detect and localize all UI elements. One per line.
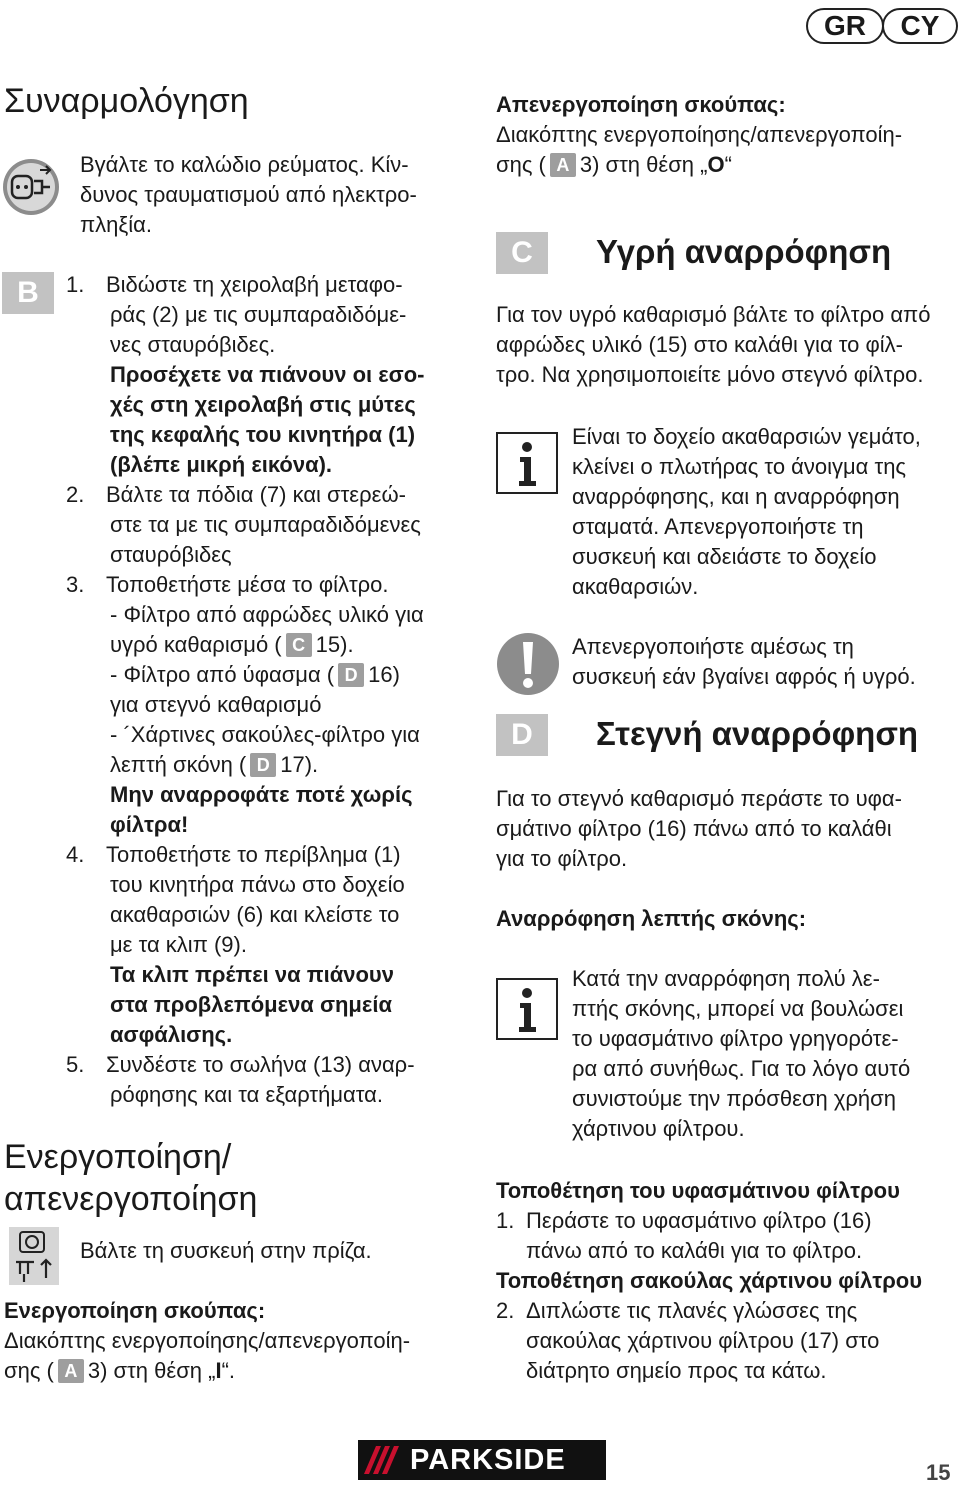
text-line: Συνδέστε το σωλήνα (13) αναρ-: [106, 1052, 415, 1077]
text-fragment: σης (: [4, 1358, 54, 1383]
dry-vacuum-heading: Στεγνή αναρρόφηση: [596, 715, 919, 752]
text-line: Είναι το δοχείο ακαθαρσιών γεμάτο,: [572, 424, 921, 449]
note-line: (βλέπε μικρή εικόνα).: [110, 452, 333, 477]
note-line: στα προβλεπόμενα σημεία: [110, 992, 392, 1017]
text-fragment: “: [724, 152, 732, 177]
heading-line: Ενεργοποίηση/: [4, 1138, 232, 1176]
text-line: Βγάλτε το καλώδιο ρεύματος. Κίν-: [80, 152, 409, 177]
logo-stripes-icon: [358, 1440, 410, 1480]
text-line: πληξία.: [80, 212, 152, 237]
unplug-icon: [2, 158, 60, 216]
text-line: συσκευή και αδειάστε το δοχείο: [572, 544, 877, 569]
text-line: συσκευή εάν βγαίνει αφρός ή υγρό.: [572, 664, 916, 689]
text-fragment: - Φίλτρο από ύφασμα (: [110, 662, 335, 687]
text-line: με τα κλιπ (9).: [110, 932, 247, 957]
text-line: Τοποθετήστε το περίβλημα (1): [106, 842, 401, 867]
text-fragment: 3) στη θέση „: [87, 1358, 216, 1383]
step-number: 5.: [66, 1052, 85, 1077]
text-line: διάτρητο σημείο προς τα κάτω.: [526, 1358, 827, 1383]
text-line: δυνος τραυματισμού από ηλεκτρο-: [80, 182, 417, 207]
text-line: πτής σκόνης, μπορεί να βουλώσει: [572, 996, 904, 1021]
assembly-heading: Συναρμολόγηση: [4, 82, 249, 120]
switch-on-title: Ενεργοποίηση σκούπας:: [4, 1298, 266, 1323]
info-fine-dust: [572, 964, 910, 1144]
text-line: Βάλτε τα πόδια (7) και στερεώ-: [106, 482, 406, 507]
step-number: 1.: [66, 272, 85, 297]
text-line: κλείνει ο πλωτήρας το άνοιγμα της: [572, 454, 907, 479]
parkside-logo: [358, 1440, 606, 1480]
figure-ref-c: C: [286, 633, 312, 657]
warning-line: φίλτρα!: [110, 812, 189, 837]
text-line: ρα από συνήθως. Για το λόγο αυτό: [572, 1056, 911, 1081]
info-icon: [496, 432, 558, 494]
text-line: το υφασμάτινο φίλτρο γρηγορότε-: [572, 1026, 899, 1051]
step-number: 2.: [66, 482, 85, 507]
section-letter-c: C: [496, 232, 548, 274]
note-line: της κεφαλής του κινητήρα (1): [110, 422, 416, 447]
warning-exclamation-icon: [496, 632, 560, 696]
text-line: - Φίλτρο από αφρώδες υλικό για: [110, 602, 424, 627]
text-line: αναρρόφησης, και η αναρρόφηση: [572, 484, 900, 509]
unplug-warning: [80, 150, 417, 240]
text-line: πάνω από το καλάθι για το φίλτρο.: [526, 1238, 863, 1263]
switch-position: O: [707, 152, 725, 177]
info-full-container: [572, 422, 921, 602]
figure-ref-d: D: [338, 663, 364, 687]
text-line: νες σταυρόβιδες.: [110, 332, 276, 357]
text-fragment: σης (: [496, 152, 546, 177]
note-line: ασφάλισης.: [110, 1022, 233, 1047]
text-fragment: 17).: [280, 752, 319, 777]
text-fragment: 15).: [315, 632, 354, 657]
paper-bag-title: Τοποθέτηση σακούλας χάρτινου φίλτρου: [496, 1268, 923, 1293]
text-line: τρο. Να χρησιμοποιείτε μόνο στεγνό φίλτρο.: [496, 362, 924, 387]
text-line: συνιστούμε την πρόσθεση χρήση: [572, 1086, 896, 1111]
text-line: αφρώδες υλικό (15) στο καλάθι για το φίλ-: [496, 332, 903, 357]
plug-in-text: Βάλτε τη συσκευή στην πρίζα.: [80, 1238, 372, 1263]
info-icon: [496, 978, 558, 1040]
switch-position: I: [215, 1358, 222, 1383]
text-line: για το φίλτρο.: [496, 846, 628, 871]
note-line: Τα κλιπ πρέπει να πιάνουν: [110, 962, 394, 987]
text-line: του κινητήρα πάνω στο δοχείο: [110, 872, 405, 897]
text-line: για στεγνό καθαρισμό: [110, 692, 322, 717]
switch-off-block: [496, 90, 902, 180]
text-line: - ´Χάρτινες σακούλες-φίλτρο για: [110, 722, 420, 747]
step-number: 4.: [66, 842, 85, 867]
warning-line: Μην αναρροφάτε ποτέ χωρίς: [110, 782, 413, 807]
text-line: Κατά την αναρρόφηση πολύ λε-: [572, 966, 880, 991]
text-line: χάρτινου φίλτρου.: [572, 1116, 745, 1141]
cloth-filter-title: Τοποθέτηση του υφασμάτινου φίλτρου: [496, 1178, 900, 1203]
filter-fitting-block: [496, 1176, 922, 1386]
text-line: Τοποθετήστε μέσα το φίλτρο.: [106, 572, 389, 597]
dry-vacuum-text: [496, 784, 902, 874]
text-fragment: 3) στη θέση „: [579, 152, 708, 177]
step-1: [66, 270, 425, 1110]
text-line: σακούλας χάρτινου φίλτρου (17) στο: [526, 1328, 880, 1353]
text-line: Περάστε το υφασμάτινο φίλτρο (16): [526, 1208, 872, 1233]
on-off-heading: [4, 1136, 257, 1220]
text-fragment: λεπτή σκόνη (: [110, 752, 247, 777]
text-line: Διακόπτης ενεργοποίησης/απενεργοποίη-: [4, 1328, 411, 1353]
text-fragment: “.: [221, 1358, 236, 1383]
wet-vacuum-heading: Υγρή αναρρόφηση: [596, 233, 892, 270]
text-fragment: 16): [368, 662, 400, 687]
plug-in-icon: [8, 1226, 60, 1286]
fine-dust-title: Αναρρόφηση λεπτής σκόνης:: [496, 906, 807, 931]
lang-badge-gr: GR: [806, 8, 884, 44]
step-number: 3.: [66, 572, 85, 597]
text-line: ακαθαρσιών (6) και κλείστε το: [110, 902, 400, 927]
text-line: ράς (2) με τις συμπαραδιδόμε-: [110, 302, 407, 327]
switch-on-block: [4, 1296, 410, 1386]
lang-badge-cy: CY: [882, 8, 958, 44]
text-line: Για το στεγνό καθαρισμό περάστε το υφα-: [496, 786, 902, 811]
wet-vacuum-text: [496, 300, 930, 390]
text-line: ακαθαρσιών.: [572, 574, 699, 599]
text-line: σταυρόβιδες: [110, 542, 232, 567]
text-line: Απενεργοποιήστε αμέσως τη: [572, 634, 854, 659]
text-line: στε τα με τις συμπαραδιδόμενες: [110, 512, 421, 537]
page-number: 15: [926, 1460, 951, 1485]
brand-name: PARKSIDE: [410, 1443, 566, 1476]
step-number: 2.: [496, 1298, 515, 1323]
step-number: 1.: [496, 1208, 515, 1233]
section-letter-b: B: [2, 272, 54, 314]
text-line: ρόφησης και τα εξαρτήματα.: [110, 1082, 383, 1107]
figure-ref-d: D: [250, 753, 276, 777]
figure-ref-a: A: [58, 1359, 84, 1383]
text-line: σμάτινο φίλτρο (16) πάνω από το καλάθι: [496, 816, 892, 841]
text-line: Για τον υγρό καθαρισμό βάλτε το φίλτρο από: [496, 302, 931, 327]
text-line: σταματά. Απενεργοποιήστε τη: [572, 514, 864, 539]
foam-warning: [572, 632, 916, 692]
switch-off-title: Απενεργοποίηση σκούπας:: [496, 92, 786, 117]
note-line: Προσέχετε να πιάνουν οι εσο-: [110, 362, 425, 387]
section-letter-d: D: [496, 714, 548, 756]
note-line: χές στη χειρολαβή στις μύτες: [110, 392, 416, 417]
text-line: Βιδώστε τη χειρολαβή μεταφο-: [106, 272, 403, 297]
heading-line: απενεργοποίηση: [4, 1180, 258, 1218]
text-fragment: υγρό καθαρισμό (: [110, 632, 282, 657]
figure-ref-a: A: [550, 153, 576, 177]
text-line: Διακόπτης ενεργοποίησης/απενεργοποίη-: [496, 122, 903, 147]
text-line: Διπλώστε τις πλανές γλώσσες της: [526, 1298, 858, 1323]
